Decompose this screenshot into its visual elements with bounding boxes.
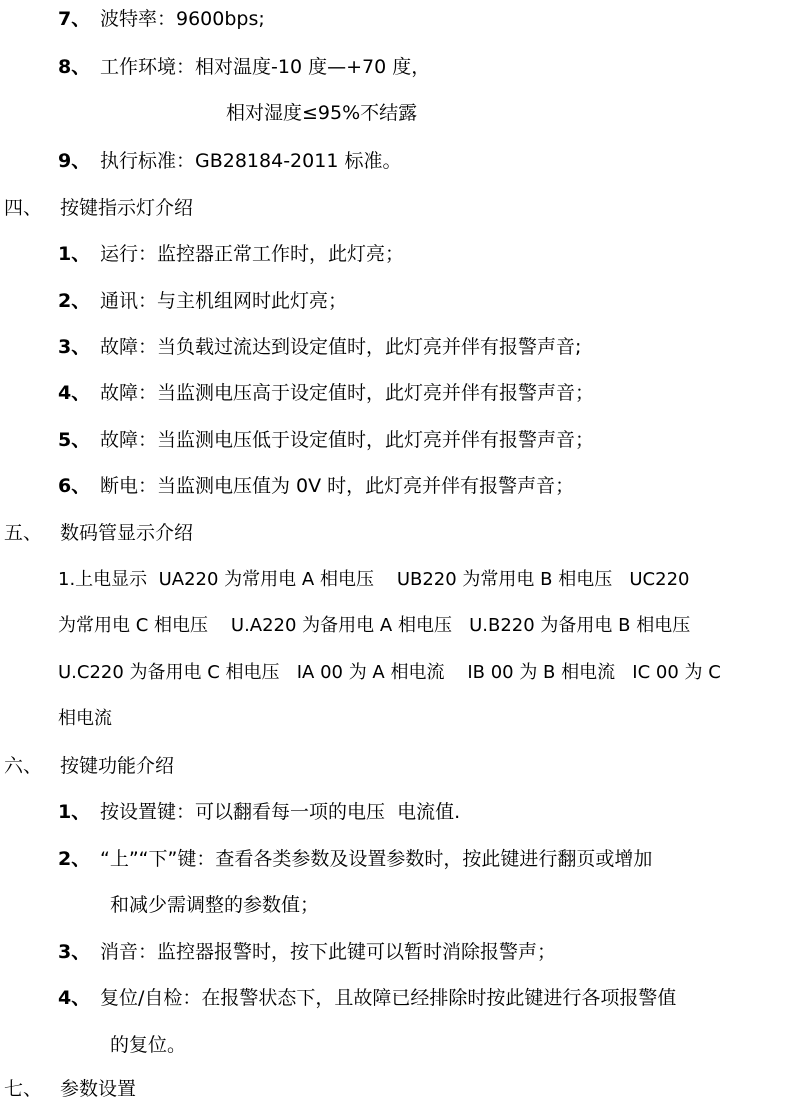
item-text: 通讯：与主机组网时此灯亮；: [100, 290, 348, 312]
item-text: 故障：当监测电压低于设定值时，此灯亮并伴有报警声音；: [100, 429, 595, 451]
list-item: [58, 334, 581, 360]
section-heading: [4, 753, 174, 779]
list-item: [58, 473, 574, 499]
section-title: 按键功能介绍: [60, 755, 175, 777]
item-number: 9、: [58, 150, 91, 172]
item-text: 复位/自检：在报警状态下，且故障已经排除时按此键进行各项报警值: [100, 987, 677, 1009]
item-text: “上”“下”键：查看各类参数及设置参数时，按此键进行翻页或增加: [100, 848, 653, 870]
spec-item: [58, 148, 401, 174]
item-text: 断电：当监测电压值为 0V 时，此灯亮并伴有报警声音；: [100, 475, 575, 497]
list-item: [58, 939, 556, 965]
paragraph-line: [58, 567, 689, 593]
paragraph-line: [58, 706, 112, 732]
item-text: 运行：监控器正常工作时，此灯亮；: [100, 243, 405, 265]
item-number: 4、: [58, 987, 91, 1009]
item-number: 5、: [58, 429, 91, 451]
item-number: 3、: [58, 336, 91, 358]
list-item: [58, 241, 404, 267]
spec-item-continuation: [226, 100, 417, 126]
list-item: [58, 985, 676, 1011]
section-heading: [4, 195, 193, 221]
paragraph-text: 1.上电显示 UA220 为常用电 A 相电压 UB220 为常用电 B 相电压 UC220: [58, 569, 690, 590]
list-item-continuation: [110, 1032, 186, 1058]
paragraph-line: [58, 660, 721, 686]
item-number: 1、: [58, 801, 91, 823]
list-item-continuation: [110, 892, 319, 918]
list-item: [58, 380, 594, 406]
item-number: 7、: [58, 8, 91, 30]
list-item: [58, 846, 652, 872]
item-number: 3、: [58, 941, 91, 963]
list-item: [58, 427, 594, 453]
section-number: 四、: [4, 197, 43, 219]
item-text: 和减少需调整的参数值；: [110, 894, 320, 916]
item-text: 相对湿度≤95%不结露: [226, 102, 418, 124]
paragraph-text: U.C220 为备用电 C 相电压 IA 00 为 A 相电流 IB 00 为 B 相电流 IC 00 为 C: [58, 662, 721, 683]
item-text: 执行标准：GB28184-2011 标准。: [100, 150, 402, 172]
item-number: 4、: [58, 382, 91, 404]
item-text: 的复位。: [110, 1034, 187, 1056]
spec-item: [58, 54, 430, 80]
section-title: 按键指示灯介绍: [60, 197, 194, 219]
item-text: 消音：监控器报警时，按下此键可以暂时消除报警声；: [100, 941, 557, 963]
item-text: 故障：当负载过流达到设定值时，此灯亮并伴有报警声音;: [100, 336, 582, 358]
section-heading: [4, 520, 193, 546]
list-item: [58, 288, 347, 314]
item-number: 1、: [58, 243, 91, 265]
spec-item: [58, 6, 265, 32]
list-item: [58, 799, 460, 825]
section-number: 六、: [4, 755, 43, 777]
paragraph-text: 相电流: [58, 708, 112, 729]
item-text: 故障：当监测电压高于设定值时，此灯亮并伴有报警声音；: [100, 382, 595, 404]
item-text: 波特率：9600bps;: [100, 8, 265, 30]
section-number: 七、: [4, 1078, 43, 1100]
section-heading: [4, 1076, 136, 1102]
section-title: 参数设置: [60, 1078, 137, 1100]
paragraph-line: [58, 613, 690, 639]
section-number: 五、: [4, 522, 43, 544]
item-number: 2、: [58, 848, 91, 870]
item-number: 6、: [58, 475, 91, 497]
item-number: 8、: [58, 56, 91, 78]
item-text: 按设置键：可以翻看每一项的电压 电流值.: [100, 801, 461, 823]
paragraph-text: 为常用电 C 相电压 U.A220 为备用电 A 相电压 U.B220 为备用电 B 相电压: [58, 615, 691, 636]
section-title: 数码管显示介绍: [60, 522, 194, 544]
item-text: 工作环境：相对温度-10 度—+70 度，: [100, 56, 431, 78]
item-number: 2、: [58, 290, 91, 312]
